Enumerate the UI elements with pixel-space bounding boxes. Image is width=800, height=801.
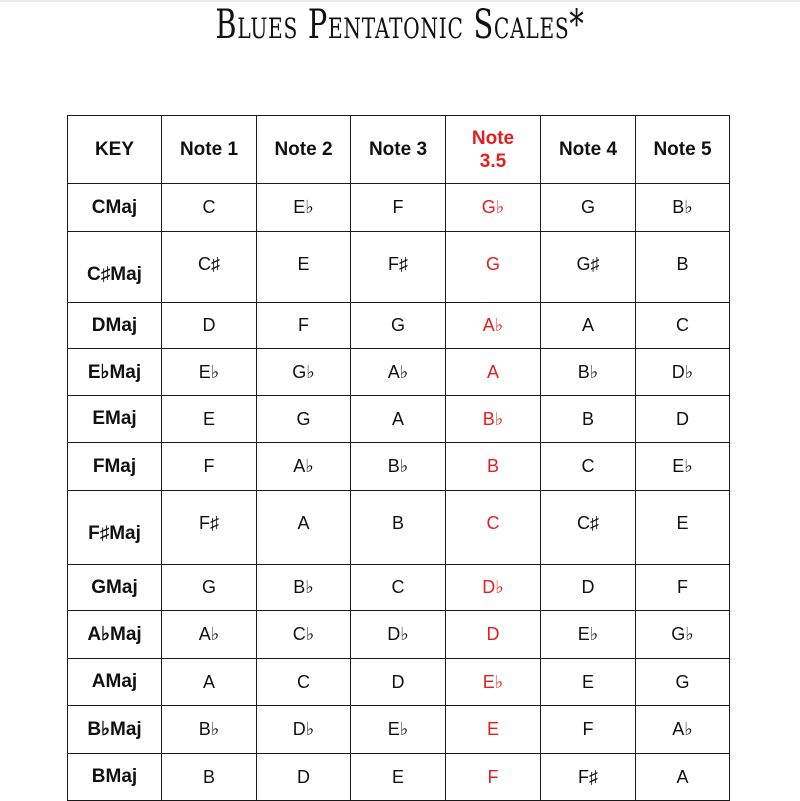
note-cell	[257, 491, 351, 565]
note-cell: B♭	[162, 706, 257, 754]
note-cell	[351, 491, 446, 565]
table-row	[68, 443, 730, 491]
header-row	[68, 116, 730, 184]
blue-note-cell: E♭	[446, 659, 541, 706]
table-row	[68, 754, 730, 801]
blue-note-cell: B♭	[446, 396, 541, 443]
note-cell: D♭	[351, 611, 446, 659]
note-cell: A	[541, 303, 636, 349]
page-title: Blues Pentatonic Scales*	[215, 2, 585, 48]
note-cell: D♭	[257, 706, 351, 754]
note-cell: B♭	[541, 349, 636, 396]
note-text: C	[486, 513, 500, 533]
note-cell: D	[636, 396, 730, 443]
note-cell: F	[257, 303, 351, 349]
note-text: B	[676, 254, 689, 274]
table-row	[68, 184, 730, 232]
key-cell: BMaj	[68, 754, 162, 801]
table-row	[68, 659, 730, 706]
key-cell: EMaj	[68, 396, 162, 443]
note-cell: C♭	[257, 611, 351, 659]
note-cell: A♭	[351, 349, 446, 396]
note-cell: E	[351, 754, 446, 801]
note-cell: C	[162, 184, 257, 232]
table-row	[68, 396, 730, 443]
header-key: KEY	[68, 116, 162, 184]
header-note-2: Note 2	[257, 116, 351, 184]
note-cell: F	[162, 443, 257, 491]
key-cell: FMaj	[68, 443, 162, 491]
note-cell: E	[541, 659, 636, 706]
blue-note-cell	[446, 491, 541, 565]
key-cell: A♭Maj	[68, 611, 162, 659]
note-text: E	[297, 254, 310, 274]
note-cell: G♭	[257, 349, 351, 396]
note-cell: A	[162, 659, 257, 706]
note-text: B	[391, 513, 404, 533]
note-cell: E♭	[162, 349, 257, 396]
note-cell: C	[257, 659, 351, 706]
note-cell: A	[636, 754, 730, 801]
note-cell: G	[162, 565, 257, 611]
note-cell: A	[351, 396, 446, 443]
note-cell	[541, 232, 636, 303]
key-cell-text: F♯Maj	[88, 523, 141, 544]
key-cell	[68, 491, 162, 565]
note-cell: F	[541, 706, 636, 754]
header-note-5: Note 5	[636, 116, 730, 184]
header-note-3: Note 3	[351, 116, 446, 184]
blue-note-cell: D♭	[446, 565, 541, 611]
note-cell: E	[162, 396, 257, 443]
note-cell: B	[541, 396, 636, 443]
note-cell	[162, 491, 257, 565]
note-cell: D	[541, 565, 636, 611]
table-row	[68, 232, 730, 303]
key-cell: B♭Maj	[68, 706, 162, 754]
note-cell: B♭	[636, 184, 730, 232]
note-cell: C	[541, 443, 636, 491]
blue-note-cell: D	[446, 611, 541, 659]
note-text: C♯	[198, 254, 220, 274]
blue-note-cell: A	[446, 349, 541, 396]
note-text: G	[485, 254, 500, 274]
note-text: F♯	[388, 254, 408, 274]
key-cell: E♭Maj	[68, 349, 162, 396]
note-cell: G	[541, 184, 636, 232]
note-cell	[541, 491, 636, 565]
note-cell: B	[162, 754, 257, 801]
blue-note-cell: F	[446, 754, 541, 801]
blue-note-cell	[446, 232, 541, 303]
note-text: F♯	[199, 513, 219, 533]
note-cell: C	[351, 565, 446, 611]
note-cell	[636, 491, 730, 565]
table-row	[68, 491, 730, 565]
note-cell: A♭	[257, 443, 351, 491]
note-cell: A♭	[162, 611, 257, 659]
key-cell-text: C♯Maj	[87, 264, 142, 285]
table-row	[68, 303, 730, 349]
note-cell: D	[257, 754, 351, 801]
note-cell	[636, 232, 730, 303]
note-cell: G	[636, 659, 730, 706]
blue-note-cell: E	[446, 706, 541, 754]
note-cell: B♭	[257, 565, 351, 611]
note-text: C♯	[577, 513, 599, 533]
note-cell: E♭	[351, 706, 446, 754]
key-cell: CMaj	[68, 184, 162, 232]
blue-note-cell: B	[446, 443, 541, 491]
note-cell: E♭	[636, 443, 730, 491]
table-row	[68, 706, 730, 754]
header-note-4: Note 4	[541, 116, 636, 184]
key-cell: AMaj	[68, 659, 162, 706]
header-note-3-5	[446, 116, 541, 184]
key-cell	[68, 232, 162, 303]
note-cell: G	[257, 396, 351, 443]
note-cell: B♭	[351, 443, 446, 491]
table-row	[68, 611, 730, 659]
note-cell: D	[351, 659, 446, 706]
blue-note-cell: G♭	[446, 184, 541, 232]
note-cell: F	[636, 565, 730, 611]
note-cell: A♭	[636, 706, 730, 754]
key-cell: DMaj	[68, 303, 162, 349]
note-text: A	[297, 513, 310, 533]
note-cell	[257, 232, 351, 303]
note-cell: D	[162, 303, 257, 349]
note-text: E	[676, 513, 689, 533]
header-note-3-5-label: Note 3.5	[471, 127, 515, 172]
note-cell: G	[351, 303, 446, 349]
note-cell	[351, 232, 446, 303]
note-cell: F	[351, 184, 446, 232]
note-cell: D♭	[636, 349, 730, 396]
note-cell: E♭	[541, 611, 636, 659]
note-cell: E♭	[257, 184, 351, 232]
note-cell: G♭	[636, 611, 730, 659]
note-text: G♯	[576, 254, 600, 274]
blue-note-cell: A♭	[446, 303, 541, 349]
header-note-1: Note 1	[162, 116, 257, 184]
table-row	[68, 565, 730, 611]
table-row	[68, 349, 730, 396]
scales-table	[67, 115, 730, 801]
note-cell: F♯	[541, 754, 636, 801]
note-cell: C	[636, 303, 730, 349]
key-cell: GMaj	[68, 565, 162, 611]
note-cell	[162, 232, 257, 303]
